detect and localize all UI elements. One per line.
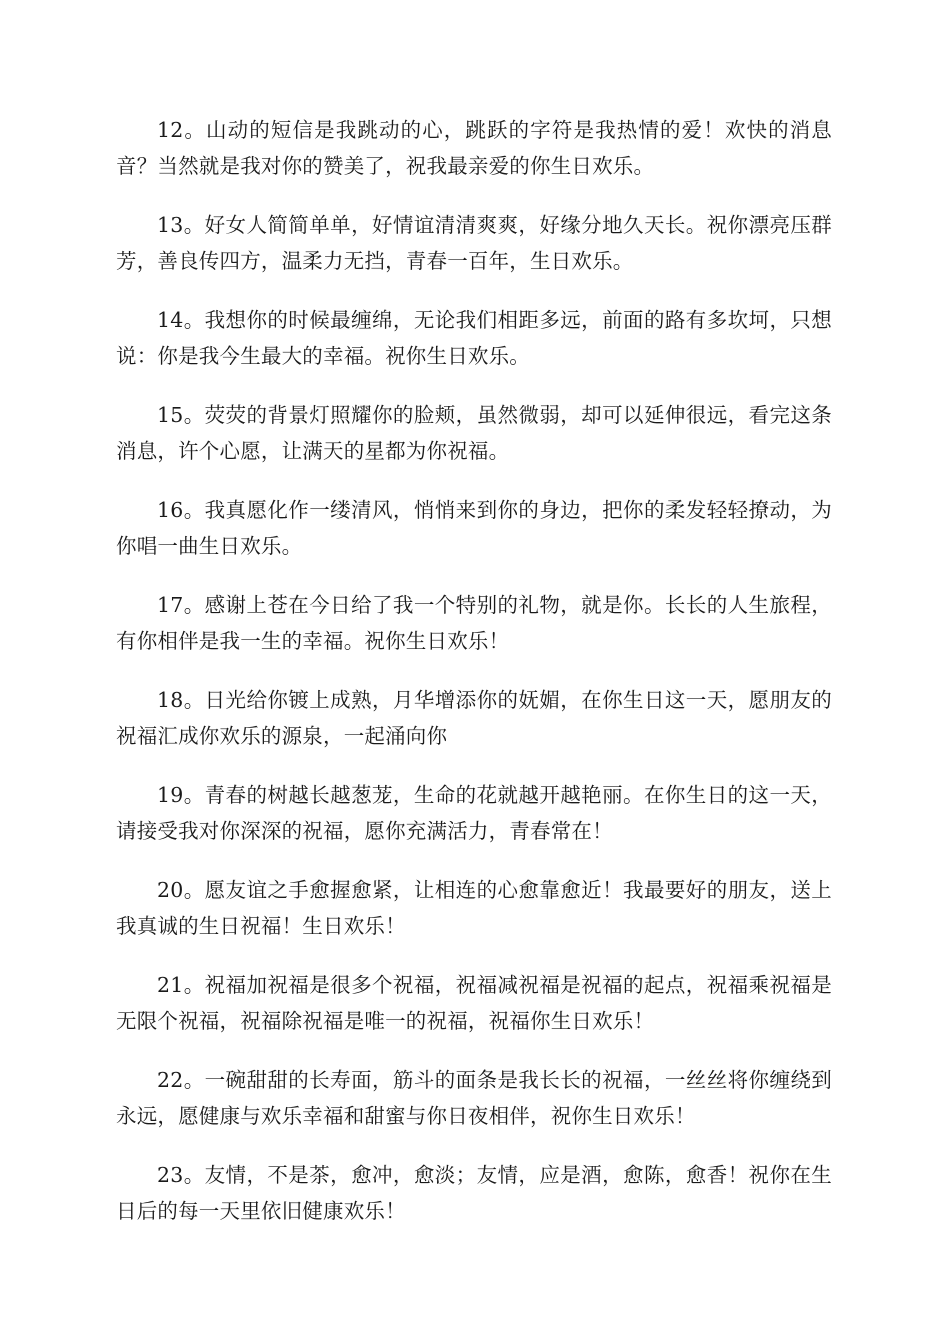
paragraph-17: 17。感谢上苍在今日给了我一个特别的礼物，就是你。长长的人生旅程，有你相伴是我一生的幸福。祝你生日欢乐！ [116,593,832,653]
paragraph-12: 12。山动的短信是我跳动的心，跳跃的字符是我热情的爱！欢快的消息音？当然就是我对你的赞美了，祝我最亲爱的你生日欢乐。 [116,118,832,178]
paragraph-14: 14。我想你的时候最缠绵，无论我们相距多远，前面的路有多坎坷，只想说：你是我今生最大的幸福。祝你生日欢乐。 [116,308,832,368]
paragraph-19: 19。青春的树越长越葱茏，生命的花就越开越艳丽。在你生日的这一天，请接受我对你深深的祝福，愿你充满活力，青春常在！ [116,783,832,843]
paragraph-23: 23。友情，不是茶，愈冲，愈淡；友情，应是酒，愈陈，愈香！祝你在生日后的每一天里依旧健康欢乐！ [116,1163,832,1223]
paragraph-22: 22。一碗甜甜的长寿面，筋斗的面条是我长长的祝福，一丝丝将你缠绕到永远，愿健康与欢乐幸福和甜蜜与你日夜相伴，祝你生日欢乐！ [116,1068,832,1128]
paragraph-21: 21。祝福加祝福是很多个祝福，祝福减祝福是祝福的起点，祝福乘祝福是无限个祝福，祝福除祝福是唯一的祝福，祝福你生日欢乐！ [116,973,832,1033]
paragraph-16: 16。我真愿化作一缕清风，悄悄来到你的身边，把你的柔发轻轻撩动，为你唱一曲生日欢乐。 [116,498,832,558]
paragraph-15: 15。荧荧的背景灯照耀你的脸颊，虽然微弱，却可以延伸很远，看完这条消息，许个心愿，让满天的星都为你祝福。 [116,403,832,463]
document-body [116,112,832,1252]
paragraph-13: 13。好女人简简单单，好情谊清清爽爽，好缘分地久天长。祝你漂亮压群芳，善良传四方，温柔力无挡，青春一百年，生日欢乐。 [116,213,832,273]
paragraph-18: 18。日光给你镀上成熟，月华增添你的妩媚，在你生日这一天，愿朋友的祝福汇成你欢乐的源泉，一起涌向你 [116,688,832,748]
paragraph-20: 20。愿友谊之手愈握愈紧，让相连的心愈靠愈近！我最要好的朋友，送上我真诚的生日祝福！生日欢乐！ [116,878,832,938]
